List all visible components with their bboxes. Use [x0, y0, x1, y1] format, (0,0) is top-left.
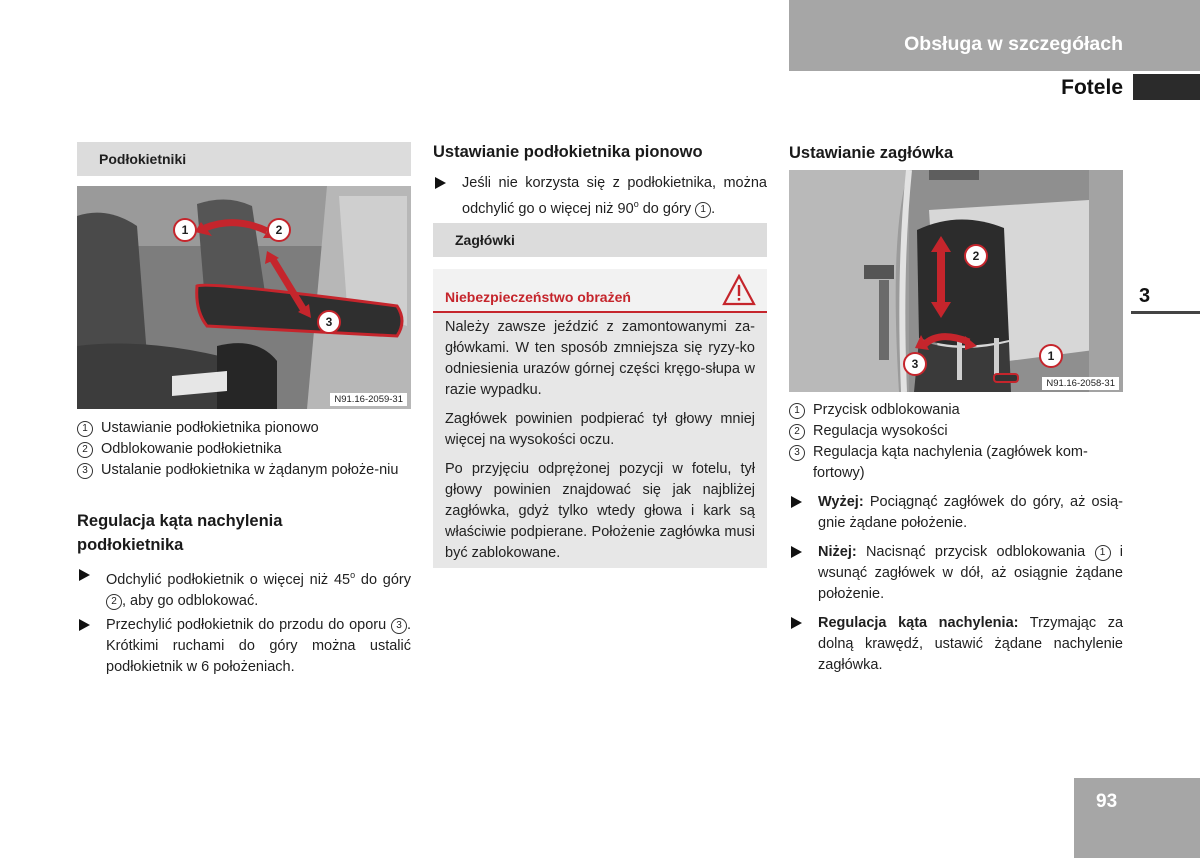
legend-item	[77, 460, 411, 481]
headrest-illustration	[789, 170, 1123, 392]
warning-triangle-icon	[722, 274, 756, 306]
chapter-number: 3	[1139, 285, 1151, 307]
instruction-step	[789, 613, 1123, 676]
page-number-box	[1074, 778, 1200, 858]
section-title: Obsługa w szczegółach	[904, 33, 1123, 55]
legend-text: Ustalanie podłokietnika w żądanym położe-niu	[101, 462, 399, 478]
danger-paragraph: Należy zawsze jeździć z zamontowanymi za-główkami. W ten sposób zmniejsza się ryzy-ko odniesienia urazów górnej części kręgo-słupa w razie wypadku.	[445, 319, 755, 398]
bullet-arrow-icon	[791, 546, 802, 558]
instruction-step	[77, 615, 411, 678]
danger-divider	[433, 311, 767, 313]
step-text: Regulacja kąta nachylenia: Trzymając za dolną krawędź, ustawić żądane nachylenie zagłówka.	[818, 615, 1124, 673]
legend-item	[789, 442, 1123, 484]
headrest-adjust-heading: Ustawianie zagłówka	[789, 144, 954, 162]
legend-text: Ustawianie podłokietnika pionowo	[101, 420, 319, 436]
armrests-bar: Podłokietniki	[77, 142, 411, 176]
armrest-angle-heading	[77, 509, 411, 557]
inline-ref: 1	[1095, 545, 1111, 561]
headrests-bar: Zagłówki	[433, 223, 767, 257]
danger-title: Niebezpieczeństwo obrażeń	[445, 289, 631, 305]
legend-item	[77, 418, 411, 439]
legend-number: 2	[789, 424, 805, 440]
step-text: Jeśli nie korzysta się z podłokietnika, można odchylić go o więcej niż 90$^o$ do góry 1 .	[462, 175, 767, 217]
legend-text: Przycisk odblokowania	[813, 402, 960, 418]
legend-item	[789, 421, 1123, 442]
instruction-step	[77, 565, 411, 612]
legend-text: Regulacja kąta nachylenia (zagłówek kom-fortowy)	[813, 444, 1088, 481]
page-number: 93	[1096, 791, 1118, 812]
instruction-step	[433, 173, 767, 220]
legend-item	[789, 400, 1123, 421]
legend-item	[77, 439, 411, 460]
legend-text: Regulacja wysokości	[813, 423, 948, 439]
legend-text: Odblokowanie podłokietnika	[101, 441, 282, 457]
chapter-tab-underline	[1131, 311, 1200, 314]
legend-number: 1	[77, 421, 93, 437]
bullet-arrow-icon	[79, 619, 90, 631]
armrest-illustration	[77, 186, 411, 409]
step-text: Wyżej: Pociągnąć zagłówek do góry, aż osią-gnie żądane położenie.	[818, 494, 1123, 531]
headrest-legend	[789, 400, 1123, 484]
danger-header	[433, 269, 767, 313]
figure-callout: 3	[317, 310, 341, 334]
heading-line: podłokietnika	[77, 536, 184, 554]
figure-callout: 2	[964, 244, 988, 268]
bullet-arrow-icon	[435, 177, 446, 189]
legend-number: 1	[789, 403, 805, 419]
instruction-step	[789, 542, 1123, 605]
section-header	[789, 0, 1200, 71]
legend-number: 3	[789, 445, 805, 461]
armrest-figure	[77, 186, 411, 409]
heading-line: Regulacja kąta nachylenia	[77, 512, 283, 530]
figure-code: N91.16-2059-31	[330, 393, 407, 406]
danger-paragraph: Zagłówek powinien podpierać tył głowy mniej więcej na wysokości oczu.	[445, 411, 755, 448]
inline-ref: 1	[695, 202, 711, 218]
figure-callout: 3	[903, 352, 927, 376]
danger-box	[433, 269, 767, 568]
danger-paragraph: Po przyjęciu odprężonej pozycji w fotelu, tył głowy powinien znajdować się jak najbliżej zagłówka, gdyż tylko wtedy głowa i kark są właściwie podpierane. Położenie zagłówka musi być zablokowane.	[445, 461, 755, 561]
inline-ref: 3	[391, 618, 407, 634]
figure-code: N91.16-2058-31	[1042, 377, 1119, 390]
step-text: Niżej: Nacisnąć przycisk odblokowania 1 i wsunąć zagłówek w dół, aż osiągnie żądane położenie.	[818, 544, 1124, 602]
legend-number: 2	[77, 442, 93, 458]
headrest-figure	[789, 170, 1123, 392]
bullet-arrow-icon	[791, 496, 802, 508]
subsection-marker	[1133, 74, 1200, 100]
step-text: Przechylić podłokietnik do przodu do oporu 3 . Krótkimi ruchami do góry można ustalić podłokietnik w 6 położeniach.	[106, 617, 411, 675]
figure-callout: 2	[267, 218, 291, 242]
inline-ref: 2	[106, 594, 122, 610]
instruction-step	[789, 492, 1123, 534]
step-text: Odchylić podłokietnik o więcej niż 45$^o$ do góry 2 , aby go odblokować.	[106, 570, 411, 609]
bullet-arrow-icon	[79, 569, 90, 581]
armrest-upright-heading: Ustawianie podłokietnika pionowo	[433, 143, 703, 161]
bullet-arrow-icon	[791, 617, 802, 629]
figure-callout: 1	[173, 218, 197, 242]
figure-callout: 1	[1039, 344, 1063, 368]
armrest-legend	[77, 418, 411, 481]
chapter-tab	[1131, 282, 1200, 313]
legend-number: 3	[77, 463, 93, 479]
subsection-title: Fotele	[1061, 76, 1123, 99]
